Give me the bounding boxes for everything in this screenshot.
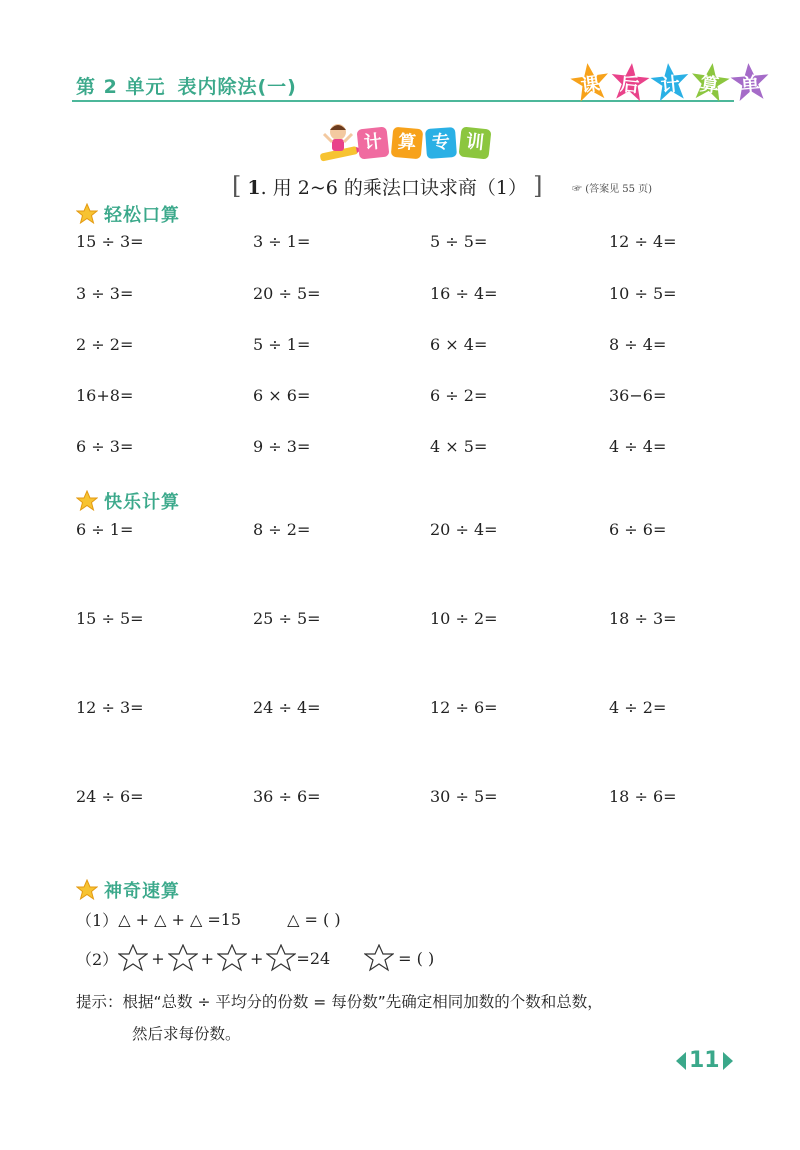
- problem: 9 ÷ 3=: [253, 437, 311, 456]
- problem: 4 ÷ 2=: [609, 698, 667, 717]
- hint-text: [76, 986, 736, 1050]
- problem: 2 ÷ 2=: [76, 335, 134, 354]
- answer-reference: [572, 180, 652, 195]
- problem: 18 ÷ 6=: [609, 787, 677, 806]
- triangle-left-icon: [676, 1052, 686, 1070]
- brand-char: 后: [619, 73, 641, 97]
- problem: 5 ÷ 1=: [253, 335, 311, 354]
- section-title: 快乐计算: [104, 492, 180, 513]
- hint-line-1: 提示：根据“总数 ÷ 平均分的份数 = 每份数”先确定相同加数的个数和总数，: [76, 993, 603, 1011]
- star-icon: [76, 879, 98, 901]
- happy-row: [76, 520, 736, 544]
- kid-pencil-illustration: [318, 120, 362, 170]
- plus-sign: +: [151, 948, 165, 968]
- brand-logo: [570, 62, 770, 102]
- brand-star: [567, 59, 612, 104]
- brand-char: 计: [659, 73, 681, 97]
- problem: 8 ÷ 2=: [253, 520, 311, 539]
- happy-row: [76, 787, 736, 811]
- answer-ref-text: (答案见 55 页): [585, 184, 653, 195]
- topic-banner: [358, 128, 490, 158]
- puzzle-2: [76, 944, 434, 972]
- star-outline-icon: [217, 944, 247, 972]
- problem: 12 ÷ 6=: [430, 698, 498, 717]
- problem: 36−6=: [609, 386, 667, 405]
- happy-row: [76, 698, 736, 722]
- section-magic-header: [76, 877, 180, 903]
- lesson-number: 1: [247, 177, 261, 199]
- puzzle-1: [76, 908, 341, 931]
- easy-row: [76, 232, 736, 256]
- problem: 20 ÷ 5=: [253, 284, 321, 303]
- brand-char: 算: [698, 72, 721, 98]
- puzzle-total: =24: [296, 948, 331, 968]
- puzzle-answer: = ( ): [398, 948, 435, 968]
- problem: 4 ÷ 4=: [609, 437, 667, 456]
- easy-row: [76, 386, 736, 410]
- problem: 16 ÷ 4=: [430, 284, 498, 303]
- puzzle-label: （2）: [76, 949, 119, 969]
- page-number-text: 11: [689, 1048, 720, 1073]
- lesson-title: [232, 172, 542, 200]
- brand-char: 单: [739, 73, 761, 97]
- problem: 3 ÷ 3=: [76, 284, 134, 303]
- problem: 36 ÷ 6=: [253, 787, 321, 806]
- easy-row: [76, 335, 736, 359]
- easy-row: [76, 437, 736, 461]
- happy-row: [76, 609, 736, 633]
- brand-star: [648, 60, 692, 104]
- problem: 5 ÷ 5=: [430, 232, 488, 251]
- problem: 25 ÷ 5=: [253, 609, 321, 628]
- brand-char: 课: [579, 72, 602, 98]
- unit-label: 第 2 单元: [76, 76, 166, 98]
- unit-header: [76, 72, 297, 99]
- section-title: 神奇速算: [104, 881, 180, 902]
- problem: 24 ÷ 4=: [253, 698, 321, 717]
- section-easy-header: [76, 201, 180, 227]
- problem: 20 ÷ 4=: [430, 520, 498, 539]
- unit-title: 表内除法(一): [177, 76, 297, 98]
- problem: 10 ÷ 2=: [430, 609, 498, 628]
- lesson-text: . 用 2~6 的乘法口诀求商（1）: [260, 177, 528, 199]
- star-outline-icon: [266, 944, 296, 972]
- triangle-right-icon: [723, 1052, 733, 1070]
- star-outline-icon: [364, 944, 394, 972]
- star-outline-icon: [168, 944, 198, 972]
- brand-star: [687, 59, 732, 104]
- brand-star: [728, 60, 771, 103]
- star-icon: [76, 490, 98, 512]
- pointing-hand-icon: ☞: [572, 184, 582, 195]
- topic-tile: 计: [357, 127, 390, 160]
- puzzle-expression: △ + △ + △ =15: [118, 910, 242, 929]
- problem: 30 ÷ 5=: [430, 787, 498, 806]
- problem: 8 ÷ 4=: [609, 335, 667, 354]
- topic-tile: 专: [425, 127, 457, 159]
- bracket-close: ]: [533, 172, 543, 200]
- problem: 10 ÷ 5=: [609, 284, 677, 303]
- problem: 12 ÷ 3=: [76, 698, 144, 717]
- problem: 16+8=: [76, 386, 134, 405]
- brand-star: [608, 60, 652, 104]
- page-number: [676, 1048, 733, 1073]
- problem: 6 ÷ 3=: [76, 437, 134, 456]
- problem: 18 ÷ 3=: [609, 609, 677, 628]
- problem: 6 × 4=: [430, 335, 488, 354]
- bracket-open: [: [232, 172, 242, 200]
- plus-sign: +: [250, 948, 264, 968]
- problem: 12 ÷ 4=: [609, 232, 677, 251]
- problem: 6 × 6=: [253, 386, 311, 405]
- problem: 6 ÷ 6=: [609, 520, 667, 539]
- easy-row: [76, 284, 736, 308]
- problem: 3 ÷ 1=: [253, 232, 311, 251]
- problem: 15 ÷ 5=: [76, 609, 144, 628]
- topic-tile: 训: [459, 127, 492, 160]
- star-icon: [76, 203, 98, 225]
- problem: 24 ÷ 6=: [76, 787, 144, 806]
- plus-sign: +: [200, 948, 214, 968]
- star-outline-icon: [118, 944, 148, 972]
- section-happy-header: [76, 488, 180, 514]
- problem: 6 ÷ 1=: [76, 520, 134, 539]
- problem: 15 ÷ 3=: [76, 232, 144, 251]
- puzzle-answer: △ = ( ): [287, 910, 341, 929]
- section-title: 轻松口算: [104, 205, 180, 226]
- problem: 6 ÷ 2=: [430, 386, 488, 405]
- kid-icon: [318, 120, 362, 166]
- hint-line-2: 然后求每份数。: [132, 1025, 241, 1043]
- topic-tile: 算: [391, 127, 424, 160]
- problem: 4 × 5=: [430, 437, 488, 456]
- puzzle-label: （1）: [76, 911, 119, 930]
